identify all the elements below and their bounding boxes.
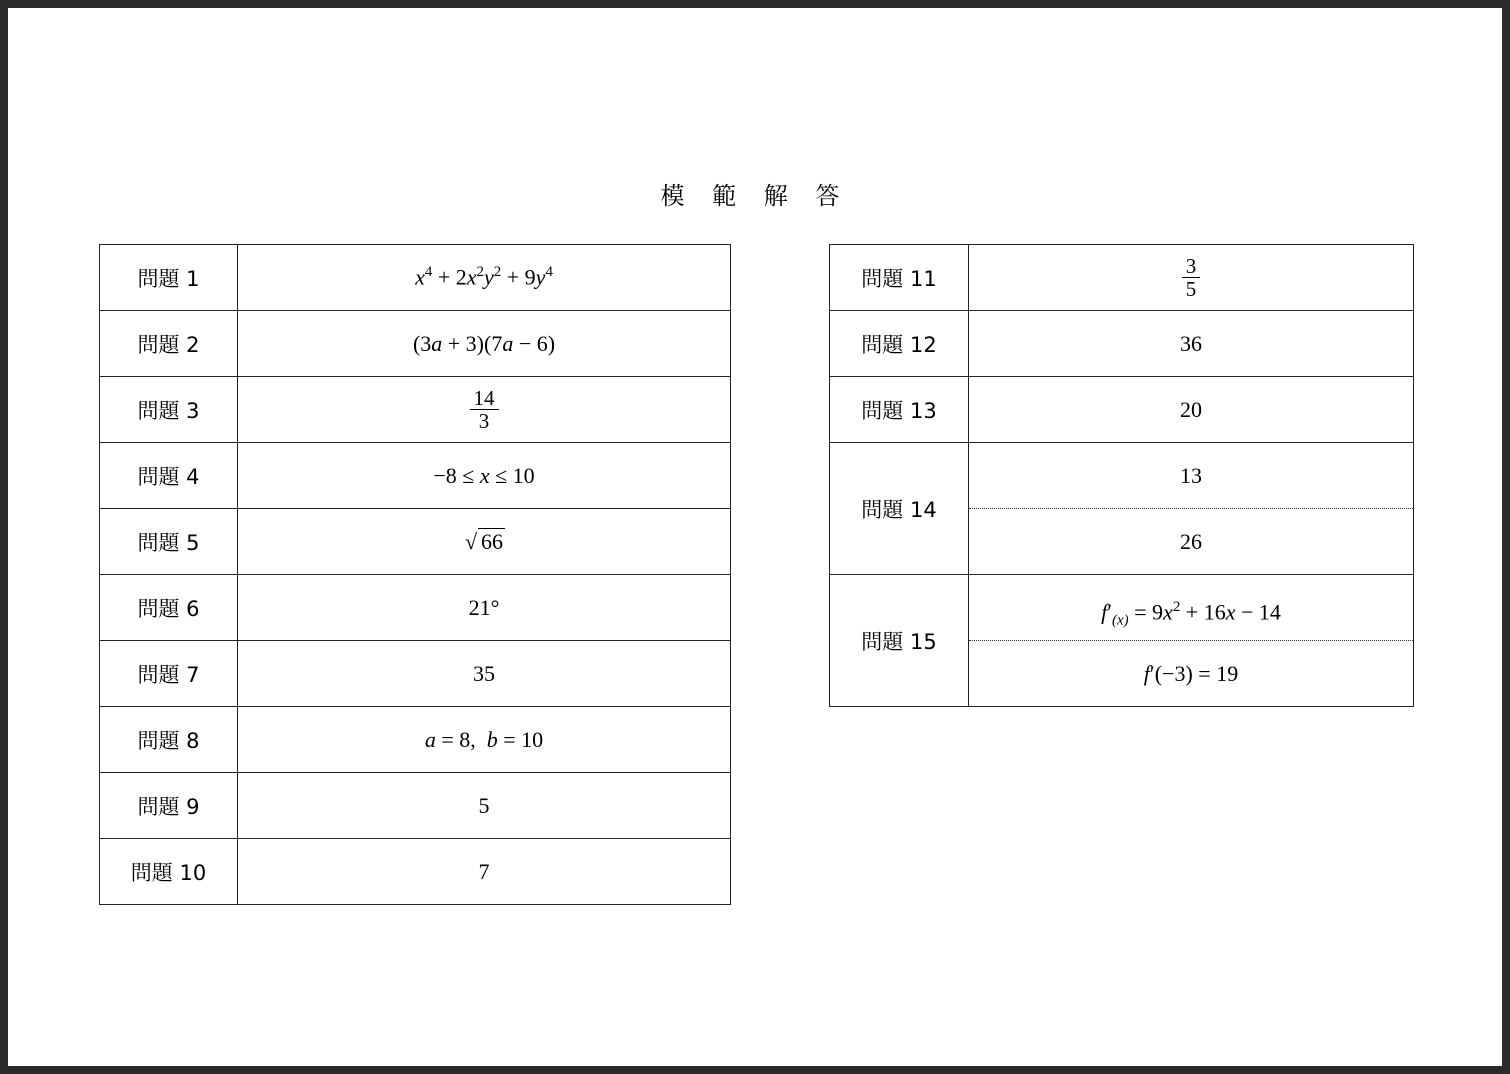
answer-cell: a = 8, b = 10 <box>238 707 731 773</box>
question-label: 問題 11 <box>830 245 969 311</box>
page-title: 模 範 解 答 <box>660 182 850 210</box>
question-label: 問題 14 <box>830 443 969 575</box>
question-label: 問題 1 <box>100 245 238 311</box>
answer-sub-top: $f'_{(x)} = 9x^2 + 16x - 14$ <box>969 575 1413 641</box>
table-row <box>100 509 731 575</box>
table-row <box>830 575 1414 707</box>
question-label: 問題 7 <box>100 641 238 707</box>
answer-cell: 5 <box>238 773 731 839</box>
answer-sub-top: 13 <box>969 443 1413 509</box>
answer-cell: (3a + 3)(7a − 6) <box>238 311 731 377</box>
answer-cell <box>238 509 731 575</box>
fraction <box>470 387 499 432</box>
answer-sub-bottom: 26 <box>1180 529 1202 554</box>
table-row <box>100 311 731 377</box>
fraction <box>1182 255 1201 300</box>
question-label: 問題 9 <box>100 773 238 839</box>
answer-cell-split <box>969 575 1414 707</box>
table-row <box>100 443 731 509</box>
table-row <box>830 245 1414 311</box>
fraction-denominator: 3 <box>470 409 499 432</box>
fraction-numerator: 3 <box>1185 253 1197 278</box>
question-label: 問題 4 <box>100 443 238 509</box>
table-row <box>100 245 731 311</box>
answers-table-right <box>829 244 1414 707</box>
answer-cell: −8 ≤ x ≤ 10 <box>238 443 731 509</box>
answer-sheet-page <box>8 8 1502 1066</box>
question-label: 問題 12 <box>830 311 969 377</box>
table-row <box>100 707 731 773</box>
table-row <box>100 773 731 839</box>
question-label: 問題 5 <box>100 509 238 575</box>
radicand: 66 <box>478 528 505 554</box>
answer-cell: 35 <box>238 641 731 707</box>
table-row <box>100 839 731 905</box>
answers-table-left <box>99 244 731 905</box>
table-row <box>100 641 731 707</box>
square-root: √ 66 <box>464 528 504 554</box>
question-label: 問題 13 <box>830 377 969 443</box>
question-label: 問題 10 <box>100 839 238 905</box>
answer-cell: $x^4 + 2x^2y^2 + 9y^4$ <box>238 245 731 311</box>
answer-cell: 7 <box>238 839 731 905</box>
answer-sub-bottom: f′(−3) = 19 <box>1143 661 1239 686</box>
answer-cell: 20 <box>969 377 1414 443</box>
table-row <box>830 443 1414 575</box>
table-row <box>100 575 731 641</box>
question-label: 問題 3 <box>100 377 238 443</box>
question-label: 問題 2 <box>100 311 238 377</box>
answer-cell: 21° <box>238 575 731 641</box>
answer-cell <box>969 245 1414 311</box>
table-row <box>830 377 1414 443</box>
answer-cell <box>238 377 731 443</box>
question-label: 問題 6 <box>100 575 238 641</box>
answer-cell: 36 <box>969 311 1414 377</box>
question-label: 問題 15 <box>830 575 969 707</box>
table-row <box>830 311 1414 377</box>
answer-cell-split <box>969 443 1414 575</box>
table-row <box>100 377 731 443</box>
fraction-denominator: 5 <box>1182 277 1201 300</box>
question-label: 問題 8 <box>100 707 238 773</box>
fraction-numerator: 14 <box>473 385 495 410</box>
